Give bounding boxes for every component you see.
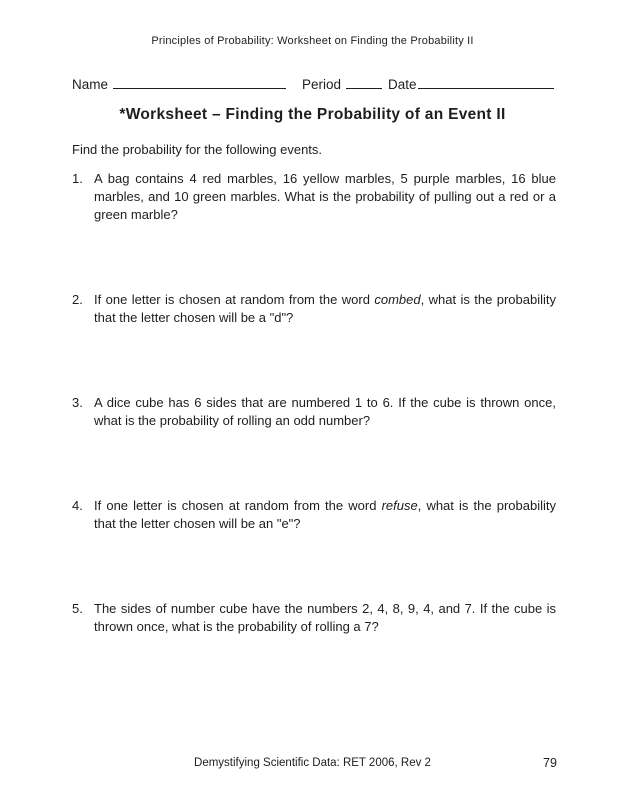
question-segment: A bag contains 4 red marbles, 16 yellow marbles, 5 purple marbles, 16 blue marbles, and 10 green marbles. What is the probability of pulling out a red or a green marble? (94, 171, 556, 222)
name-field-row (72, 76, 560, 92)
question-item (72, 291, 556, 327)
question-number: 3. (72, 395, 83, 410)
date-blank-field (418, 76, 554, 89)
document-header: Principles of Probability: Worksheet on Finding the Probability II (151, 35, 474, 47)
question-segment: refuse (381, 498, 418, 513)
question-text (94, 497, 556, 533)
question-item (72, 600, 556, 636)
question-number: 5. (72, 601, 83, 616)
question-segment: , what is the probability that the letter chosen will be an "e"? (94, 498, 556, 531)
question-segment: combed (374, 292, 421, 307)
name-label: Name (72, 77, 109, 92)
question-segment: If one letter is chosen at random from the word (94, 292, 375, 307)
page-title: *Worksheet – Finding the Probability of an Event II (119, 106, 506, 123)
question-item (72, 497, 556, 533)
footer-credit: Demystifying Scientific Data: RET 2006, Rev 2 (194, 757, 431, 769)
question-segment: The sides of number cube have the numbers 2, 4, 8, 9, 4, and 7. If the cube is thrown once, what is the probability of rolling a 7? (94, 601, 556, 634)
question-number: 2. (72, 292, 83, 307)
question-number: 4. (72, 498, 83, 513)
question-text (94, 170, 556, 224)
question-item (72, 394, 556, 430)
period-blank-field (346, 76, 382, 89)
period-label: Period (302, 77, 342, 92)
question-text (94, 600, 556, 636)
question-text (94, 394, 556, 430)
question-text (94, 291, 556, 327)
question-segment: , what is the probability that the letter chosen will be a "d"? (94, 292, 556, 325)
question-number: 1. (72, 171, 83, 186)
page-number: 79 (543, 756, 557, 770)
question-segment: If one letter is chosen at random from the word (94, 498, 382, 513)
date-label: Date (388, 77, 417, 92)
question-segment: A dice cube has 6 sides that are numbered 1 to 6. If the cube is thrown once, what is the probability of rolling an odd number? (94, 395, 556, 428)
name-blank-field (113, 76, 286, 89)
question-item (72, 170, 556, 224)
question-list (72, 170, 556, 703)
intro-text: Find the probability for the following events. (72, 142, 323, 157)
